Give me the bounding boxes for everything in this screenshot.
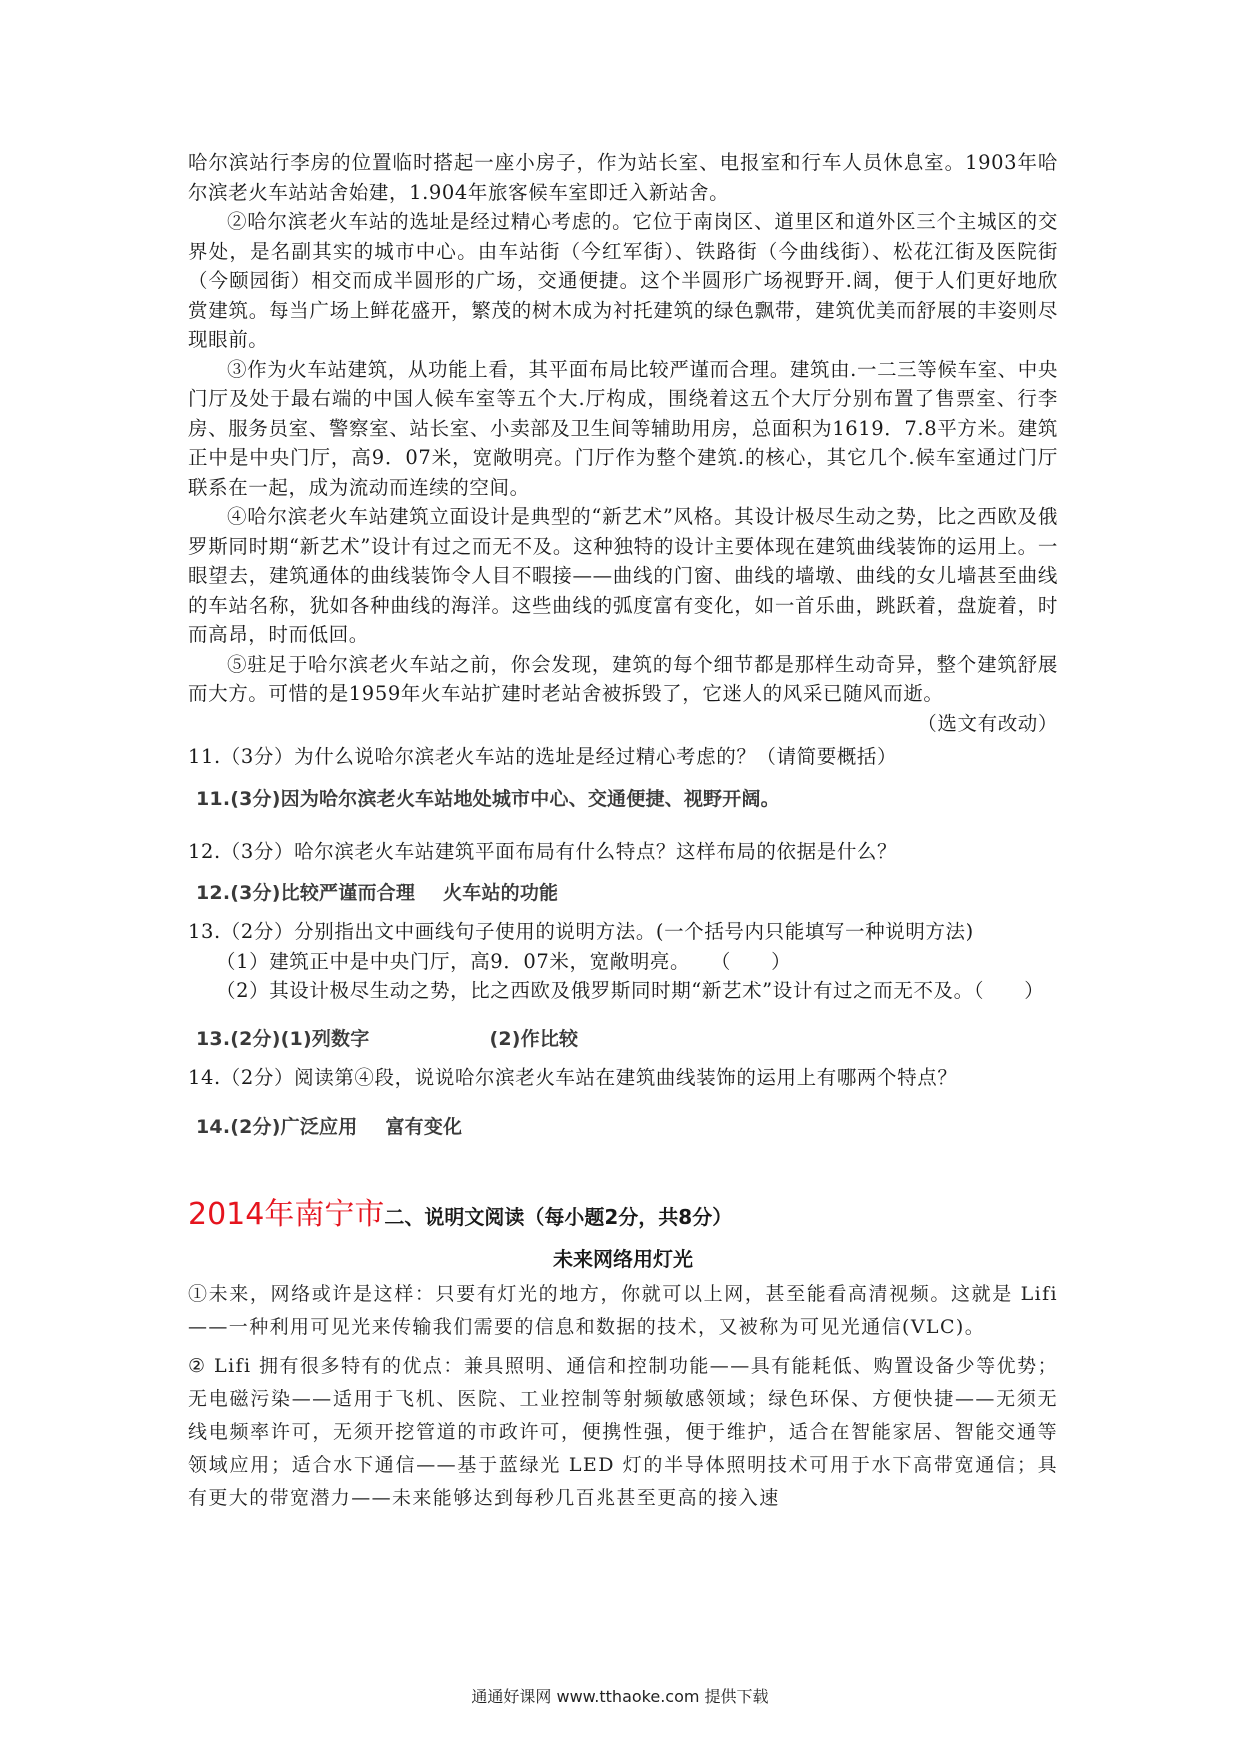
- passage-paragraph-3: ③作为火车站建筑，从功能上看，其平面布局比较严谨而合理。建筑由.一二三等候车室、中央门厅及处于最右端的中国人候车室等五个大.厅构成，围绕着这五个大厅分别布置了售票室、行李房、服务员室、警察室、站长室、小卖部及卫生间等辅助用房，总面积为1619．7.8平方米。建筑正中是中央门厅，高9．07米，宽敞明亮。门厅作为整个建筑.的核心，其它几个.候车室通过门厅联系在一起，成为流动而连续的空间。: [188, 357, 1058, 499]
- question-13: 13.（2分）分别指出文中画线句子使用的说明方法。(一个括号内只能填写一种说明方法): [188, 920, 974, 943]
- answer-14: [196, 1112, 1058, 1139]
- question-13-1: （1）建筑正中是中央门厅，高9．07米，宽敞明亮。 （ ）: [216, 949, 792, 973]
- question-12: 12.（3分）哈尔滨老火车站建筑平面布局有什么特点？这样布局的依据是什么？: [188, 839, 898, 863]
- answer-12-part2: 火车站的功能: [443, 882, 559, 904]
- answer-12-part1: 12.(3分)比较严谨而合理: [196, 882, 416, 904]
- question-14: 14.（2分）阅读第④段，说说哈尔滨老火车站在建筑曲线装饰的运用上有哪两个特点？: [188, 1065, 958, 1089]
- answer-13-part2: (2)作比较: [489, 1027, 579, 1050]
- answer-13: [196, 1024, 1058, 1051]
- question-13-2: （2）其设计极尽生动之势，比之西欧及俄罗斯同时期“新艺术”设计有过之而无不及。（ ）: [216, 979, 1045, 1002]
- source-note: （选文有改动）: [917, 711, 1058, 735]
- answer-13-part1: 13.(2分)(1)列数字: [196, 1027, 370, 1050]
- section-heading: 二、说明文阅读（每小题2分，共8分）: [384, 1205, 733, 1229]
- article-paragraph-2: ② Lifi 拥有很多特有的优点：兼具照明、通信和控制功能——具有能耗低、购置设备少等优势；无电磁污染——适用于飞机、医院、工业控制等射频敏感领域；绿色环保、方便快捷——无须无线电频率许可，无须开挖管道的市政许可，便携性强，便于维护，适合在智能家居、智能交通等领域应用；适合水下通信——基于蓝绿光 LED 灯的半导体照明技术可用于水下高带宽通信；具有更大的带宽潜力——未来能够达到每秒几百兆甚至更高的接入速: [188, 1355, 1058, 1509]
- page-footer: 通通好课网 www.tthaoke.com 提供下载: [471, 1687, 769, 1706]
- year-city-label: 2014年南宁市: [188, 1197, 385, 1232]
- document-page: [188, 148, 1058, 1515]
- answer-12: [196, 878, 1058, 905]
- article-paragraph-1: ①未来，网络或许是这样：只要有灯光的地方，你就可以上网，甚至能看高清视频。这就是 Lifi——一种利用可见光来传输我们需要的信息和数据的技术，又被称为可见光通信(VLC)。: [188, 1283, 1058, 1338]
- answer-11: 11.(3分)因为哈尔滨老火车站地处城市中心、交通便捷、视野开阔。: [196, 787, 780, 810]
- passage-intro: 哈尔滨站行李房的位置临时搭起一座小房子，作为站长室、电报室和行车人员休息室。1903年哈尔滨老火车站站舍始建，1.904年旅客候车室即迁入新站舍。: [188, 151, 1058, 204]
- section-2-header: [188, 1189, 1058, 1233]
- passage-paragraph-2: ②哈尔滨老火车站的选址是经过精心考虑的。它位于南岗区、道里区和道外区三个主城区的交界处，是名副其实的城市中心。由车站街（今红军街）、铁路街（今曲线街）、松花江街及医院街（今颐园街）相交而成半圆形的广场，交通便捷。这个半圆形广场视野开.阔，便于人们更好地欣赏建筑。每当广场上鲜花盛开，繁茂的树木成为衬托建筑的绿色飘带，建筑优美而舒展的丰姿则尽现眼前。: [188, 210, 1058, 351]
- answer-14-part2: 富有变化: [385, 1116, 463, 1138]
- passage-paragraph-4: ④哈尔滨老火车站建筑立面设计是典型的“新艺术”风格。其设计极尽生动之势，比之西欧及俄罗斯同时期“新艺术”设计有过之而无不及。这种独特的设计主要体现在建筑曲线装饰的运用上。一眼望去，建筑通体的曲线装饰令人目不暇接——曲线的门窗、曲线的墙墩、曲线的女儿墙甚至曲线的车站名称，犹如各种曲线的海洋。这些曲线的弧度富有变化，如一首乐曲，跳跃着，盘旋着，时而高昂，时而低回。: [188, 505, 1058, 646]
- article-title: 未来网络用灯光: [553, 1247, 693, 1271]
- passage-paragraph-5: ⑤驻足于哈尔滨老火车站之前，你会发现，建筑的每个细节都是那样生动奇异，整个建筑舒展而大方。可惜的是1959年火车站扩建时老站舍被拆毁了，它迷人的风采已随风而逝。: [188, 652, 1058, 705]
- question-11: 11.（3分）为什么说哈尔滨老火车站的选址是经过精心考虑的？（请简要概括）: [188, 745, 898, 768]
- answer-14-part1: 14.(2分)广泛应用: [196, 1116, 358, 1138]
